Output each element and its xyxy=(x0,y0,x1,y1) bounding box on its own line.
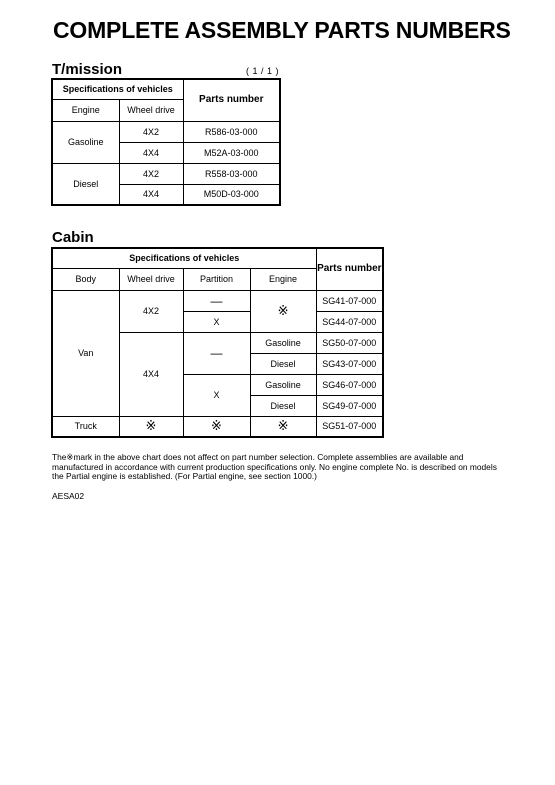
body-cell: Van xyxy=(52,290,119,416)
parts-number-header: Parts number xyxy=(316,248,383,290)
engine-cell: Gasoline xyxy=(250,332,316,353)
page-indicator: ( 1 / 1 ) xyxy=(246,66,280,76)
engine-cell: Diesel xyxy=(52,163,119,205)
part-number-cell: SG41-07-000 xyxy=(316,290,383,311)
col-wheel-drive: Wheel drive xyxy=(119,99,183,121)
reference-mark: ※ xyxy=(250,290,316,332)
drive-cell: 4X2 xyxy=(119,163,183,184)
part-number-cell: SG44-07-000 xyxy=(316,311,383,332)
tmission-table xyxy=(51,78,281,206)
col-wheel-drive: Wheel drive xyxy=(119,268,183,290)
part-number-cell: R586-03-000 xyxy=(183,121,280,142)
cabin-table xyxy=(51,247,384,438)
reference-mark: ※ xyxy=(250,416,316,437)
part-number-cell: SG43-07-000 xyxy=(316,353,383,374)
part-number-cell: R558-03-000 xyxy=(183,163,280,184)
page-title: COMPLETE ASSEMBLY PARTS NUMBERS xyxy=(53,17,511,43)
parts-number-header: Parts number xyxy=(183,79,280,121)
footnote: The※mark in the above chart does not affect on part number selection. Complete assemblies are available and manufactured in accordance with current production specifications only. No engine complete No. is described on models the Partial engine is established. (For Partial engine, see section 1000.) xyxy=(52,452,497,482)
partition-cell: X xyxy=(183,374,250,416)
reference-mark: ※ xyxy=(119,416,183,437)
drive-cell: 4X2 xyxy=(119,121,183,142)
col-engine: Engine xyxy=(250,268,316,290)
engine-cell: Gasoline xyxy=(250,374,316,395)
drive-cell: 4X4 xyxy=(119,142,183,163)
col-body: Body xyxy=(52,268,119,290)
col-partition: Partition xyxy=(183,268,250,290)
part-number-cell: SG51-07-000 xyxy=(316,416,383,437)
part-number-cell: SG50-07-000 xyxy=(316,332,383,353)
partition-cell: — xyxy=(183,332,250,374)
engine-cell: Diesel xyxy=(250,395,316,416)
reference-mark: ※ xyxy=(183,416,250,437)
body-cell: Truck xyxy=(52,416,119,437)
col-engine: Engine xyxy=(52,99,119,121)
partition-cell: X xyxy=(183,311,250,332)
part-number-cell: SG46-07-000 xyxy=(316,374,383,395)
drive-cell: 4X4 xyxy=(119,184,183,205)
part-number-cell: M50D-03-000 xyxy=(183,184,280,205)
spec-header: Specifications of vehicles xyxy=(52,79,183,99)
spec-header: Specifications of vehicles xyxy=(52,248,316,268)
drive-cell: 4X4 xyxy=(119,332,183,416)
document-code: AESA02 xyxy=(52,491,85,501)
cabin-heading: Cabin xyxy=(52,229,94,246)
engine-cell: Diesel xyxy=(250,353,316,374)
part-number-cell: M52A-03-000 xyxy=(183,142,280,163)
drive-cell: 4X2 xyxy=(119,290,183,332)
part-number-cell: SG49-07-000 xyxy=(316,395,383,416)
partition-cell: — xyxy=(183,290,250,311)
tmission-heading: T/mission xyxy=(52,61,123,78)
engine-cell: Gasoline xyxy=(52,121,119,163)
